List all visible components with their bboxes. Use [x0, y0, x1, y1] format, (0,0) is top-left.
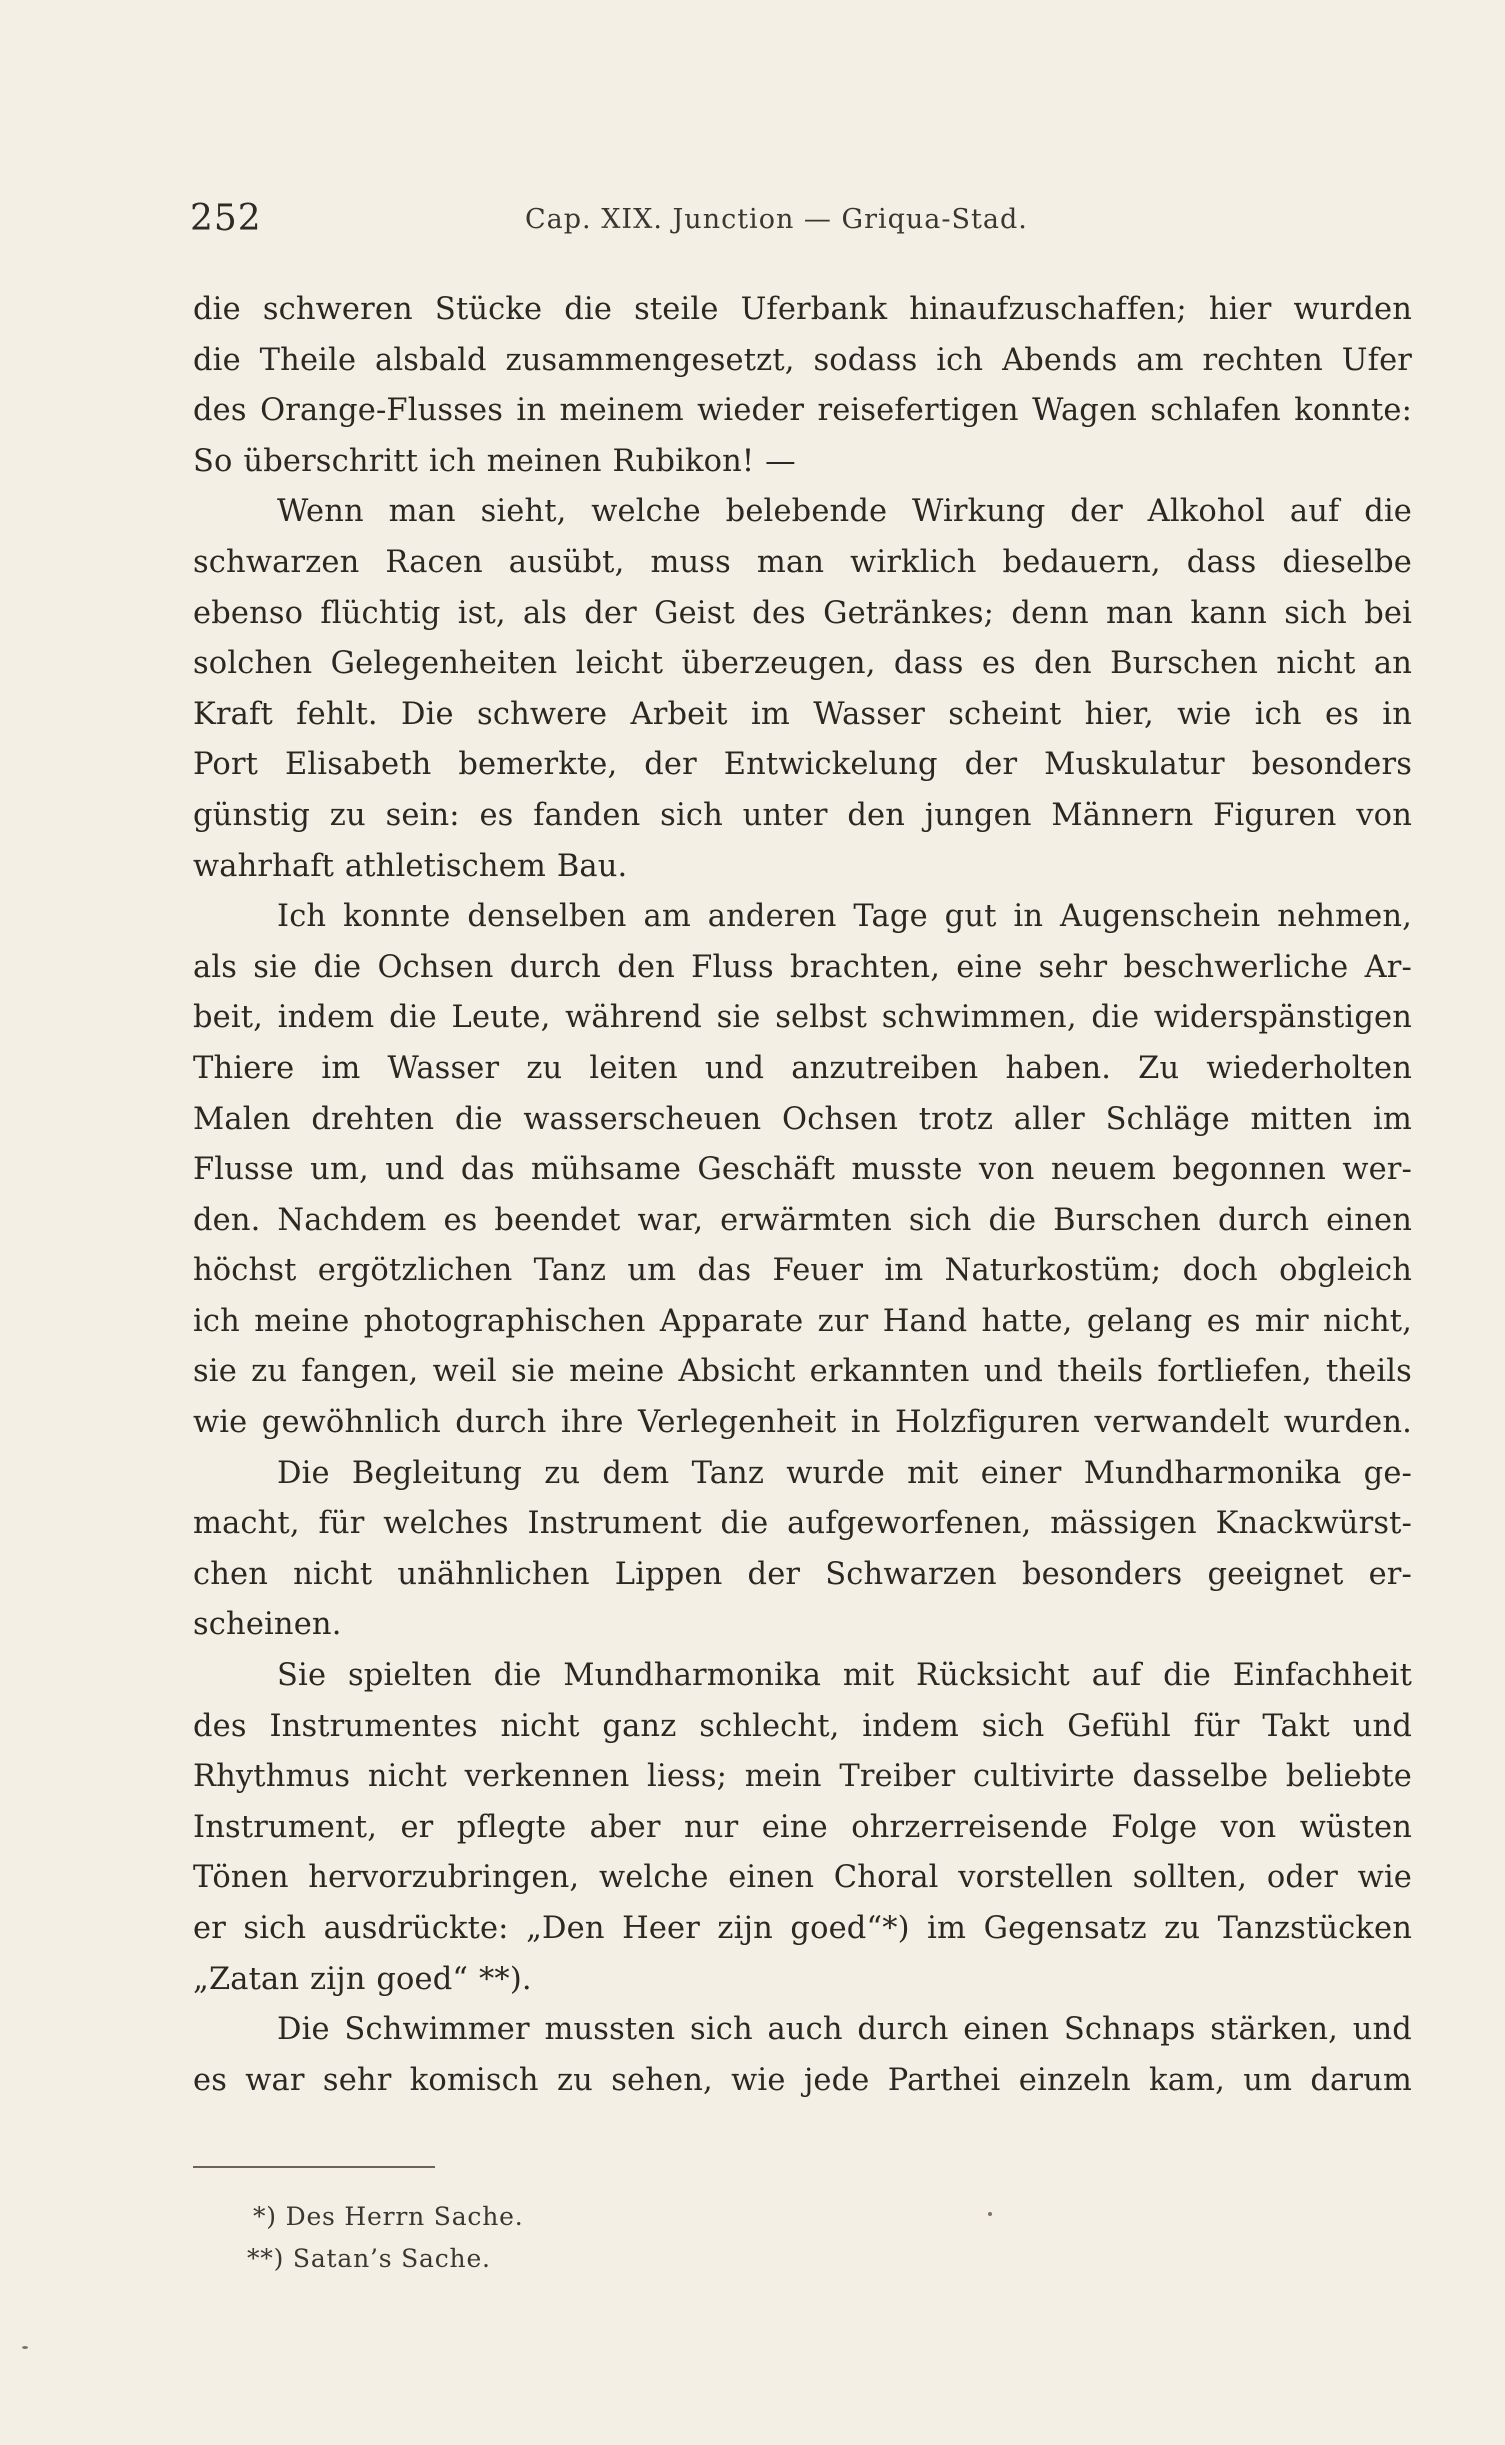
text-line: höchst ergötzlichen Tanz um das Feuer im Naturkostüm; doch obgleich	[193, 1253, 1412, 1289]
text-line: Instrument, er pflegte aber nur eine ohrzerreisende Folge von wüsten	[193, 1809, 1412, 1845]
footnotes	[247, 2196, 1053, 2280]
text-line: chen nicht unähnlichen Lippen der Schwarzen besonders geeignet er-	[193, 1556, 1412, 1592]
text-line: ich meine photographischen Apparate zur Hand hatte, gelang es mir nicht,	[193, 1303, 1412, 1339]
footnote: **) Satan’s Sache.	[247, 2244, 491, 2273]
text-line: die Theile alsbald zusammengesetzt, sodass ich Abends am rechten Ufer	[193, 342, 1412, 378]
footnote: *) Des Herrn Sache.	[253, 2202, 524, 2231]
footnote-divider	[193, 2166, 435, 2168]
text-line: scheinen.	[193, 1607, 342, 1643]
text-line: Kraft fehlt. Die schwere Arbeit im Wasser scheint hier, wie ich es in	[193, 696, 1412, 732]
text-line: wie gewöhnlich durch ihre Verlegenheit in Holzfiguren verwandelt wurden.	[193, 1405, 1412, 1441]
text-line: Flusse um, und das mühsame Geschäft musste von neuem begonnen wer-	[193, 1152, 1412, 1188]
text-line: des Instrumentes nicht ganz schlecht, indem sich Gefühl für Takt und	[193, 1708, 1412, 1744]
text-line: günstig zu sein: es fanden sich unter den jungen Männern Figuren von	[193, 797, 1412, 833]
text-line: schwarzen Racen ausübt, muss man wirklich bedauern, dass dieselbe	[193, 544, 1412, 580]
text-line: Thiere im Wasser zu leiten und anzutreiben haben. Zu wiederholten	[193, 1050, 1412, 1086]
text-line: des Orange-Flusses in meinem wieder reisefertigen Wagen schlafen konnte:	[193, 393, 1412, 429]
text-line: es war sehr komisch zu sehen, wie jede Parthei einzeln kam, um darum	[193, 2062, 1412, 2098]
text-line: Die Schwimmer mussten sich auch durch einen Schnaps stärken, und	[277, 2012, 1412, 2048]
text-line: Rhythmus nicht verkennen liess; mein Treiber cultivirte dasselbe beliebte	[193, 1759, 1412, 1795]
text-line: solchen Gelegenheiten leicht überzeugen, dass es den Burschen nicht an	[193, 646, 1412, 682]
ink-speck	[22, 2346, 28, 2349]
text-line: sie zu fangen, weil sie meine Absicht erkannten und theils fortliefen, theils	[193, 1354, 1412, 1390]
text-line: Wenn man sieht, welche belebende Wirkung der Alkohol auf die	[277, 494, 1412, 530]
text-line: wahrhaft athletischem Bau.	[193, 848, 628, 884]
text-line: So überschritt ich meinen Rubikon! —	[193, 443, 796, 479]
text-line: Tönen hervorzubringen, welche einen Choral vorstellen sollten, oder wie	[193, 1860, 1412, 1896]
running-head: Cap. XIX. Junction — Griqua-Stad.	[525, 204, 1028, 235]
text-line: macht, für welches Instrument die aufgeworfenen, mässigen Knackwürst-	[193, 1506, 1412, 1542]
text-line: den. Nachdem es beendet war, erwärmten sich die Burschen durch einen	[193, 1202, 1412, 1238]
page-number: 252	[190, 198, 262, 239]
text-line: Port Elisabeth bemerkte, der Entwickelung der Muskulatur besonders	[193, 747, 1412, 783]
text-line: Ich konnte denselben am anderen Tage gut in Augenschein nehmen,	[277, 899, 1412, 935]
ink-speck	[988, 2212, 992, 2216]
text-line: als sie die Ochsen durch den Fluss brachten, eine sehr beschwerliche Ar-	[193, 949, 1412, 985]
text-line: beit, indem die Leute, während sie selbst schwimmen, die widerspänstigen	[193, 1000, 1412, 1036]
text-line: die schweren Stücke die steile Uferbank hinaufzuschaffen; hier wurden	[193, 292, 1412, 327]
text-line: ebenso flüchtig ist, als der Geist des Getränkes; denn man kann sich bei	[193, 595, 1412, 631]
text-line: Malen drehten die wasserscheuen Ochsen trotz aller Schläge mitten im	[193, 1101, 1412, 1137]
body-text	[193, 285, 1412, 2106]
text-line: Die Begleitung zu dem Tanz wurde mit einer Mundharmonika ge-	[277, 1455, 1412, 1491]
text-line: er sich ausdrückte: „Den Heer zijn goed“*) im Gegensatz zu Tanzstücken	[193, 1911, 1412, 1946]
text-line: „Zatan zijn goed“ **).	[193, 1961, 532, 1997]
page-header	[190, 198, 1415, 248]
text-line: Sie spielten die Mundharmonika mit Rücksicht auf die Einfachheit	[277, 1658, 1412, 1694]
